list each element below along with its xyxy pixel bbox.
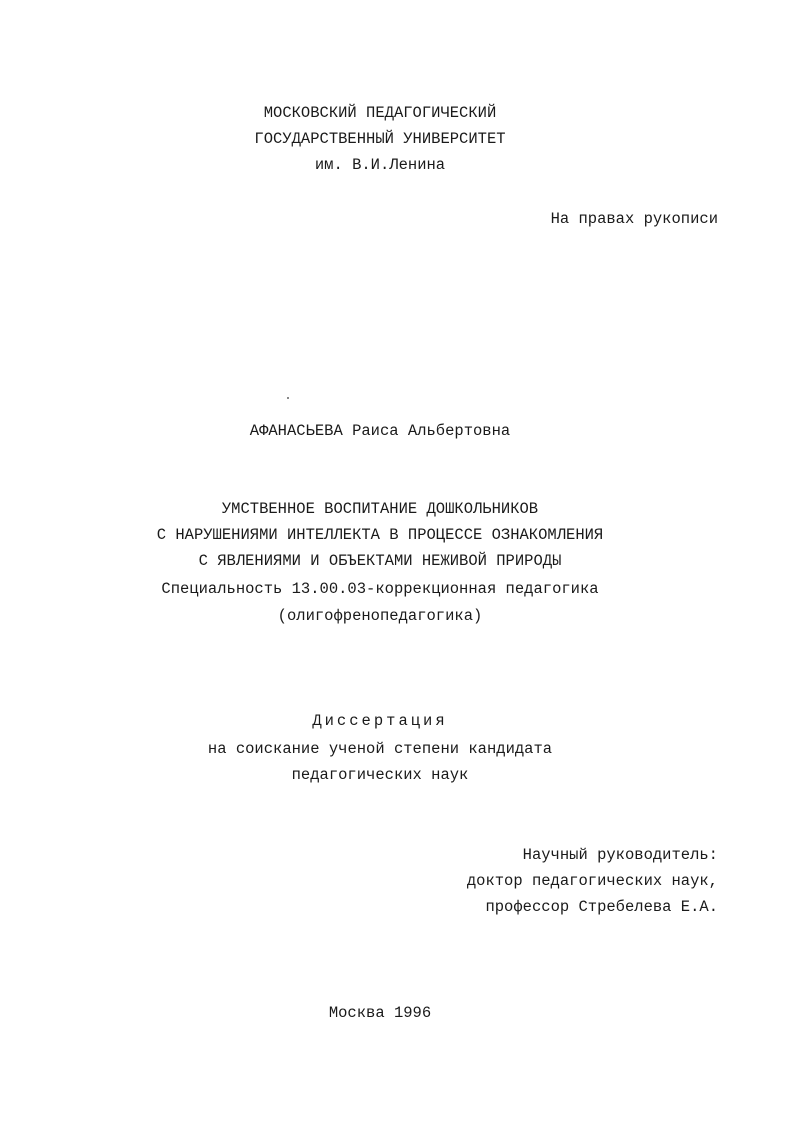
institution-line-3: им. В.И.Ленина bbox=[314, 156, 446, 174]
supervisor-line-3: профессор Стребелева Е.А. bbox=[485, 898, 718, 916]
title-line-3: С ЯВЛЕНИЯМИ И ОБЪЕКТАМИ НЕЖИВОЙ ПРИРОДЫ bbox=[198, 552, 562, 570]
title-line-1: УМСТВЕННОЕ ВОСПИТАНИЕ ДОШКОЛЬНИКОВ bbox=[221, 500, 539, 518]
supervisor-line-2: доктор педагогических наук, bbox=[466, 872, 718, 890]
degree-line-3: педагогических наук bbox=[291, 766, 469, 784]
place-year: Москва 1996 bbox=[328, 1004, 432, 1022]
specialty-line-1: Специальность 13.00.03-коррекционная педагогика bbox=[161, 580, 599, 598]
specialty-line-2: (олигофренопедагогика) bbox=[277, 607, 483, 625]
manuscript-note: На правах рукописи bbox=[550, 210, 718, 228]
degree-line-1: Диссертация bbox=[312, 712, 448, 730]
degree-line-2: на соискание ученой степени кандидата bbox=[207, 740, 553, 758]
institution-line-2: ГОСУДАРСТВЕННЫЙ УНИВЕРСИТЕТ bbox=[254, 130, 506, 148]
supervisor-line-1: Научный руководитель: bbox=[522, 846, 718, 864]
author-name: АФАНАСЬЕВА Раиса Альбертовна bbox=[249, 422, 511, 440]
title-line-2: С НАРУШЕНИЯМИ ИНТЕЛЛЕКТА В ПРОЦЕССЕ ОЗНАКОМЛЕНИЯ bbox=[156, 526, 604, 544]
institution-line-1: МОСКОВСКИЙ ПЕДАГОГИЧЕСКИЙ bbox=[263, 104, 497, 122]
scan-speck bbox=[287, 397, 289, 399]
